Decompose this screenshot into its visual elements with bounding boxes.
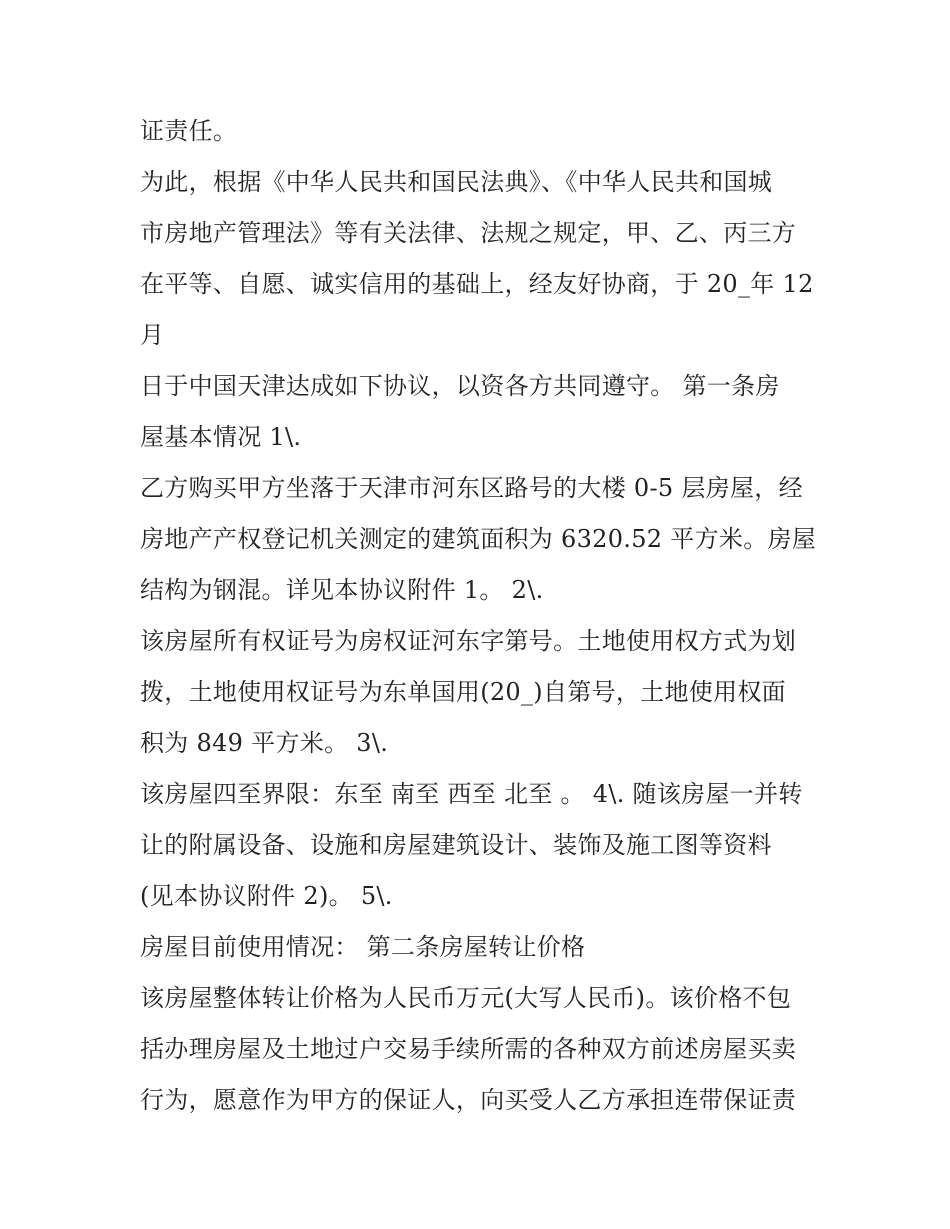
text-line: 该房屋所有权证号为房权证河东字第号。土地使用权方式为划	[140, 627, 797, 655]
text-line: 房屋目前使用情况： 第二条房屋转让价格	[140, 933, 586, 961]
text-line: 房地产产权登记机关测定的建筑面积为 6320.52 平方米。房屋	[140, 525, 817, 553]
document-body	[140, 106, 820, 1126]
text-line: 该房屋四至界限：东至 南至 西至 北至 。 4\. 随该房屋一并转	[140, 780, 803, 808]
text-line: 结构为钢混。详见本协议附件 1。 2\.	[140, 576, 544, 604]
text-line: 让的附属设备、设施和房屋建筑设计、装饰及施工图等资料	[140, 831, 772, 859]
text-line: 积为 849 平方米。 3\.	[140, 729, 389, 757]
text-line: 该房屋整体转让价格为人民币万元(大写人民币)。该价格不包	[140, 984, 792, 1012]
text-line: 在平等、自愿、诚实信用的基础上，经友好协商，于 20_年 12	[140, 270, 814, 298]
text-line: 乙方购买甲方坐落于天津市河东区路号的大楼 0-5 层房屋，经	[140, 474, 803, 502]
text-line: 括办理房屋及土地过户交易手续所需的各种双方前述房屋买卖	[140, 1035, 797, 1063]
text-line: 行为，愿意作为甲方的保证人，向买受人乙方承担连带保证责	[140, 1086, 797, 1114]
text-line: (见本协议附件 2)。 5\.	[140, 882, 393, 910]
text-line: 屋基本情况 1\.	[140, 423, 302, 451]
text-line: 证责任。	[140, 117, 238, 145]
text-line: 拨，土地使用权证号为东单国用(20_)自第号，土地使用权面	[140, 678, 786, 706]
text-line: 为此，根据《中华人民共和国民法典》、《中华人民共和国城	[140, 168, 773, 196]
text-line: 市房地产管理法》等有关法律、法规之规定，甲、乙、丙三方	[140, 219, 797, 247]
text-line: 月	[140, 321, 165, 349]
text-line: 日于中国天津达成如下协议，以资各方共同遵守。 第一条房	[140, 372, 780, 400]
